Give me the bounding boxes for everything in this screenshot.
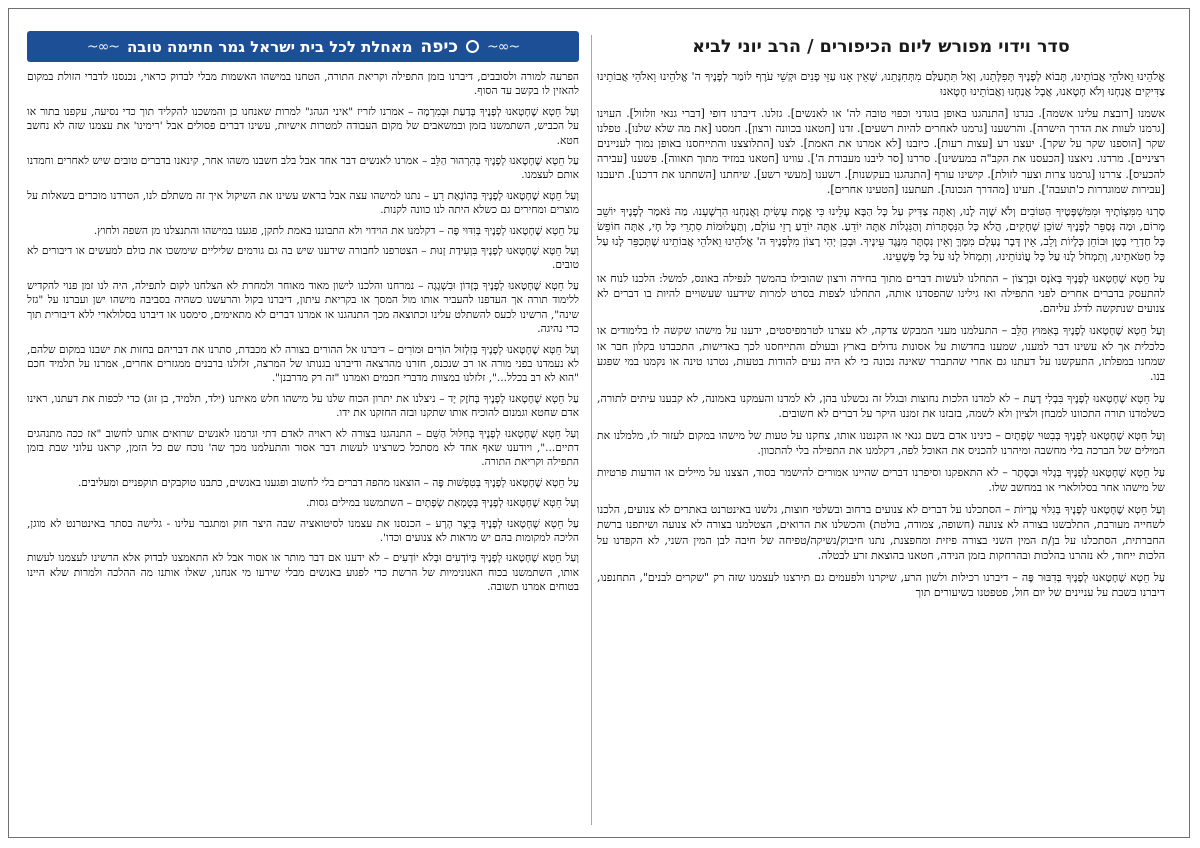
column-divider: [591, 35, 592, 825]
kipa-logo-text: כיפה: [420, 36, 459, 57]
text-paragraph: וְעַל חֵטְא שֶׁחָטָאנוּ לְפָנֶיךָ בְּיוֹדְעִים וּבְלֹא יוֹדְעִים – לא ידענו אם דבר מותר או אסור אבל לא התאמצנו לבדוק אלא הרשינו לעצמנו לעשות אותו, השתמשנו בכוח האנונימיות של הרשת כדי לפגוע באנשים מבלי שידעו מי אנחנו, שאלו אותנו מה ההלכה ולמרות שלא היינו בטוחים אמרנו תשובה.: [27, 552, 579, 594]
text-paragraph: וְעַל חֵטְא שֶׁחָטָאנוּ לְפָנֶיךָ בְּהוֹנָאַת רֵעַ – נתנו למישהו עצה אבל בראש עשינו את השיקול איך זה משתלם לנו, הטרדנו מוכרים בשאלות על מוצרים ומחירים גם כשלא היתה לנו כוונה לקנות.: [27, 189, 579, 217]
text-paragraph: וְעַל חֵטְא שֶׁחָטָאנוּ לְפָנֶיךָ בְּאִמּוּץ הַלֵּב – התעלמנו מעני המבקש צדקה, לא עצרנו לטרמפיסטים, ידענו על מישהו שקשה לו בלימודים או כלכלית אך לא עשינו דבר למענו, שמענו בחדשות על אסונות גדולים בארץ ובעולם והתייחסנו לכך באדישות, התכבדנו בקלון חבר או שמחנו במפלתו, התעקשנו על דעתנו גם אחרי שהתברר שאינה נכונה כי לא היה נעים להודות בטעות, נטרנו טינה או נקמנו במי שפגע בנו.: [597, 324, 1165, 383]
banner-message: מאחלת לכל בית ישראל גמר חתימה טובה: [127, 37, 413, 56]
left-column: [27, 31, 579, 601]
text-paragraph: עַל חֵטְא שֶׁחָטָאנוּ לְפָנֶיךָ בְּגָלוּי וּבַסָּתֶר – לא התאפקנו וסיפרנו דברים שהיינו אמורים להישמר בסוד, הצצנו על מיילים או הודעות פרטיות של מישהו אחר בסלולארי או במחשב שלו.: [597, 466, 1165, 495]
text-paragraph: עַל חֵטְא שֶׁחָטָאנוּ לְפָנֶיךָ בְּהִרְהוּר הַלֵּב – אמרנו לאנשים דבר אחד אבל בלב חשבנו משהו אחר, קינאנו בדברים טובים שיש לאחרים וחמדנו אותם לעצמנו.: [27, 155, 579, 182]
text-paragraph: עַל חֵטְא שֶׁחָטָאנוּ לְפָנֶיךָ בְּטִפְשׁוּת פֶּה – הוצאנו מהפה דברים בלי לחשוב ופגענו באנשים, כתבנו טוקבקים תוקפניים ומעליבים.: [77, 476, 579, 489]
text-paragraph: וְעַל חֵטְא שֶׁחָטָאנוּ לְפָנֶיךָ בְּחִלּוּל הַשֵּׁם – התנהגנו בצורה לא ראויה לאדם דתי וגרמנו לאנשים שרואים אותנו לחשוב "אז ככה מתנהגים דתיים...", ויודענו שאף אחד לא מסתכל כשרצינו לעשות דבר אסור והתעלמנו מכך שה' נוכח שם כל הזמן, קראנו עלוני שבת בזמן התפילה וקריאת התורה.: [27, 427, 579, 469]
text-paragraph: אשמנו [רובצת עלינו אשמה]. בגדנו [התנהגנו באופן בוגדני וכפוי טובה לה' או לאנשים]. גזלנו. דיברנו דופי [דברי גנאי וזלזול]. העוינו [גרמנו לעוות את הדרך הישרה]. והרשענו [גרמנו לאחרים להיות רשעים]. זדנו [חטאנו בכוונה ורצון]. חמסנו [את מה שלא שלנו]. טפלנו שקר [הוספנו שקר על שקר]. יעצנו רע [עצות רעות]. כיזבנו [לא אמרנו את האמת]. לצנו [התלוצצנו והתייחסנו באופן נמוך לעניינים רציניים]. מרדנו. ניאצנו [הכעסנו את הקב"ה במעשינו]. סררנו [סר ליבנו מעבודת ה']. עווינו [חטאנו במזיד מתוך תאווה]. פשענו [עבירה להכעיס]. צררנו [גרמנו צרות וצער לזולת]. קישינו עורף [התנהגנו בעקשנות]. רשענו [מעשי רשע]. שיחתנו [השחתנו את דרכנו]. תיעבנו [עבירות שמוגדרות כ'תועבה']. תעינו [מהדרך הנכונה]. תעתענו [הטעינו אחרים].: [597, 107, 1165, 196]
greeting-banner: [27, 31, 579, 62]
text-paragraph: עַל חֵטְא שֶׁחָטָאנוּ לְפָנֶיךָ בְּיֵצֶר הָרָע – הכנסנו את עצמנו לסיטואציה שבה היצר חזק ומתגבר עלינו - גלישה בסתר באינטרנט לא מוגן, הליכה למקומות בהם יש מראות לא צנועים וכדו'.: [27, 517, 579, 544]
text-paragraph: וְעַל חֵטְא שֶׁחָטָאנוּ לְפָנֶיךָ בְּבִטּוּי שְׂפָתָיִם – כינינו אדם בשם גנאי או הקנטנו אותו, צחקנו על טעות של מישהו במקום לעזור לו, מלמלנו את המילים של הברכה בלי מחשבה ומיהרנו להכניס את האוכל לפה, דקלמנו את התפילה בלי להתכוון.: [597, 428, 1165, 458]
article-title: סדר וידוי מפורש ליום הכיפורים / הרב יוני לביא: [692, 37, 1070, 57]
kipa-logo-icon: [466, 40, 479, 53]
text-paragraph: הפרעה למורה ולסובבים, דיברנו בזמן התפילה וקריאת התורה, הטחנו במישהו האשמות מבלי לבדוק כראוי, נכנסנו לדברי הזולת במקום להאזין לו בקשב עד הסוף.: [27, 71, 579, 98]
text-paragraph: עַל חֵטְא שֶׁחָטָאנוּ לְפָנֶיךָ בְּזָדוֹן וּבִשְׁגָגָה – נמרחנו והלכנו לישון מאוד מאוחר ולמחרת לא הצלחנו לקום לתפילה, היה לנו זמן פנוי להקדיש ללימוד תורה אך העדפנו להעביר אותו מול המסך או בקריאת עיתון, דיברנו בקול והרעשנו כשהיה בסביבה מישהו ישן ועברנו על "גזל שינה", הרשינו לכעס להשתלט עלינו וכתוצאה מכך התנהגנו או אמרנו דברים לא מתאימים, סימסנו או דיברנו בסלולארי ללא דיבורית תוך כדי נהיגה.: [27, 279, 579, 336]
text-paragraph: עַל חֵטְא שֶׁחָטָאנוּ לְפָנֶיךָ בְּדִבּוּר פֶּה – דיברנו רכילות ולשון הרע, שיקרנו ולפעמים גם תירצנו לעצמנו שזה רק "שקרים לבנים", התחנפנו, דיברנו בשבת על עניינים של יום חול, פטפטנו בשיעורים תוך: [597, 570, 1165, 599]
text-paragraph: עַל חֵטְא שֶׁחָטָאנוּ לְפָנֶיךָ בְּאֹנֶס וּבְרָצוֹן – התחלנו לעשות דברים מתוך בחירה ורצון שהובילו בהמשך לנפילה באונס, למשל: הלכנו לנוח או להתעסק בדברים אחרים לפני התפילה ואז גילינו שהפסדנו אותה, התחלנו לצפות בסרט למרות שידענו שעשויים להיות בו דברים לא צנועים שנתקשה לדלג עליהם.: [597, 272, 1165, 316]
text-paragraph: עַל חֵטְא שֶׁחָטָאנוּ לְפָנֶיךָ בְּוִדּוּי פֶּה – דקלמנו את הוידוי ולא התבוננו באמת לתקן, פגענו במישהו והתנצלנו מן השפה ולחוץ.: [93, 224, 579, 237]
text-paragraph: וְעַל חֵטְא שֶׁחָטָאנוּ לְפָנֶיךָ בִּוְעִידַת זְנוּת – הצטרפנו לחבורה שידענו שיש בה גם גורמים שליליים שימשכו את כולם למעשים או דיבורים לא טובים.: [27, 245, 579, 272]
text-paragraph: וְעַל חֵטְא שֶׁחָטָאנוּ לְפָנֶיךָ בְּזִלְזוּל הוֹרִים וּמוֹרִים – דיברנו אל ההורים בצורה לא מכבדת, סתרנו את דבריהם בחזות את ישבנו במקום שלהם, לא נעמדנו בפני מורה או רב שנכנס, חזרנו מהרצאה ודיברנו בגנותו של המרצה, זלזלנו ברבנים ממגזרים אחרים, אמרנו על תלמיד חכם "הוא לא רב בכלל...", זלזלנו במצוות מדברי חכמים ואמרנו "זה רק מדרבנן".: [27, 343, 579, 385]
prayer-opening: אֱלֹהֵינוּ וֵאלֹהֵי אֲבוֹתֵינוּ, תָּבוֹא לְפָנֶיךָ תְּפִלָּתֵנוּ, וְאַל תִּתְעַלַּם מִתְּחִנָּתֵנוּ, שֶׁאֵין אָנוּ עַזֵּי פָנִים וּקְשֵׁי עֹרֶף לוֹמַר לְפָנֶיךָ ה' אֱלֹהֵינוּ וֵאלֹהֵי אֲבוֹתֵינוּ צַדִּיקִים אֲנַחְנוּ וְלֹא חָטָאנוּ, אֲבָל אֲנַחְנוּ וַאֲבוֹתֵינוּ חָטָאנוּ: [597, 70, 1165, 99]
text-paragraph: עַל חֵטְא שֶׁחָטָאנוּ לְפָנֶיךָ בִּבְלִי דָעַת – לא למדנו הלכות נחוצות ובגלל זה נכשלנו בהן, לא למדנו והעמקנו באמונה, לא קבענו עיתים לתורה, כשלמדנו תורה התכוונו למבחן ולציון ולא לשמה, בזבזנו את זמננו היקר על דברים לא חשובים.: [597, 391, 1165, 420]
text-paragraph: עַל חֵטְא שֶׁחָטָאנוּ לְפָנֶיךָ בְּחֹזֶק יָד – ניצלנו את יתרון הכוח שלנו על מישהו חלש מאיתנו (ילד, תלמיד, בן זוג) כדי לכפות את דעתנו, ראינו אדם שחטא וגמנום להוכיח אותו שתקנו ובזה החזקנו את ידו.: [27, 392, 579, 420]
text-paragraph: וְעַל חֵטְא שֶׁחָטָאנוּ לְפָנֶיךָ בְּטֻמְאַת שְׂפָתָיִם – השתמשנו במילים גסות.: [306, 497, 579, 510]
ornament-right-icon: ~∞~: [487, 38, 520, 55]
text-paragraph: וְעַל חֵטְא שֶׁחָטָאנוּ לְפָנֶיךָ בְּגִלּוּי עֲרָיוֹת – הסתכלנו על דברים לא צנועים ברחוב ובשלטי חוצות, גלשנו באינטרנט באתרים לא צנועים, הלכנו לשחייה מעורבת, התלבשנו בצורה לא צנועה (חשופה, צמודה, בולטת) והכשלנו את הרואים, הצטלמנו בצורה לא צנועה ושיתפנו ברשת החברתית, הסתכלנו על בן/ת המין השני בצורה פיזית ומחפצנת, נתנו חיבוק/נשיקה/טפיחה של חיבה לבן המין השני, לא הקפדנו על הלכות ייחוד, לא נזהרנו בהלכות ובהרחקות בזמן הנידה, חטאנו בהוצאת זרע לבטלה.: [597, 503, 1165, 562]
page-frame: [8, 8, 1190, 838]
right-column: [597, 31, 1165, 607]
text-paragraph: סַרְנוּ מִמִּצְוֹתֶיךָ וּמִמִּשְׁפָּטֶיךָ הַטּוֹבִים וְלֹא שָׁוָה לָנוּ, וְאַתָּה צַדִּיק עַל כָּל הַבָּא עָלֵינוּ כִּי אֱמֶת עָשִׂיתָ וַאֲנַחְנוּ הִרְשָׁעְנוּ. מַה נֹּאמַר לְפָנֶיךָ יוֹשֵׁב מָרוֹם, וּמַה נְּסַפֵּר לְפָנֶיךָ שׁוֹכֵן שְׁחָקִים, הֲלֹא כָּל הַנִּסְתָּרוֹת וְהַנִּגְלוֹת אַתָּה יוֹדֵעַ. אַתָּה יוֹדֵעַ רָזֵי עוֹלָם, וְתַעֲלוּמוֹת סִתְרֵי כָּל חָי, אַתָּה חוֹפֵשׂ כָּל חַדְרֵי בָטֶן וּבוֹחֵן כְּלָיוֹת וָלֵב, אֵין דָּבָר נֶעְלָם מִמֶּךָּ וְאֵין נִסְתָּר מִנֶּגֶד עֵינֶיךָ. וּבְכֵן יְהִי רָצוֹן מִלְּפָנֶיךָ ה' אֱלֹהֵינוּ וֵאלֹהֵי אֲבוֹתֵינוּ שֶׁתְּכַפֵּר לָנוּ עַל כָּל חַטֹּאתֵינוּ, וְתִמְחֹל לָנוּ עַל כָּל עֲוֹנוֹתֵינוּ, וְתִמְחֹל לָנוּ עַל כָּל פְּשָׁעֵינוּ.: [597, 204, 1165, 264]
text-paragraph: וְעַל חֵטְא שֶׁחָטָאנוּ לְפָנֶיךָ בְּדַעַת וּבְמִרְמָה – אמרנו לזריז "איני הגהג" למרות שאנחנו כן והמשכנו להקליד תוך כדי נסיעה, עקפנו בתור או על הכביש, השתמשנו בזמן ובמשאבים של מקום העבודה למטרות אישיות, עשינו דברים פסולים אבל 'רימינו' את עצמנו שזה לא נחשב חטא.: [27, 105, 579, 147]
ornament-left-icon: ~∞~: [86, 38, 119, 55]
